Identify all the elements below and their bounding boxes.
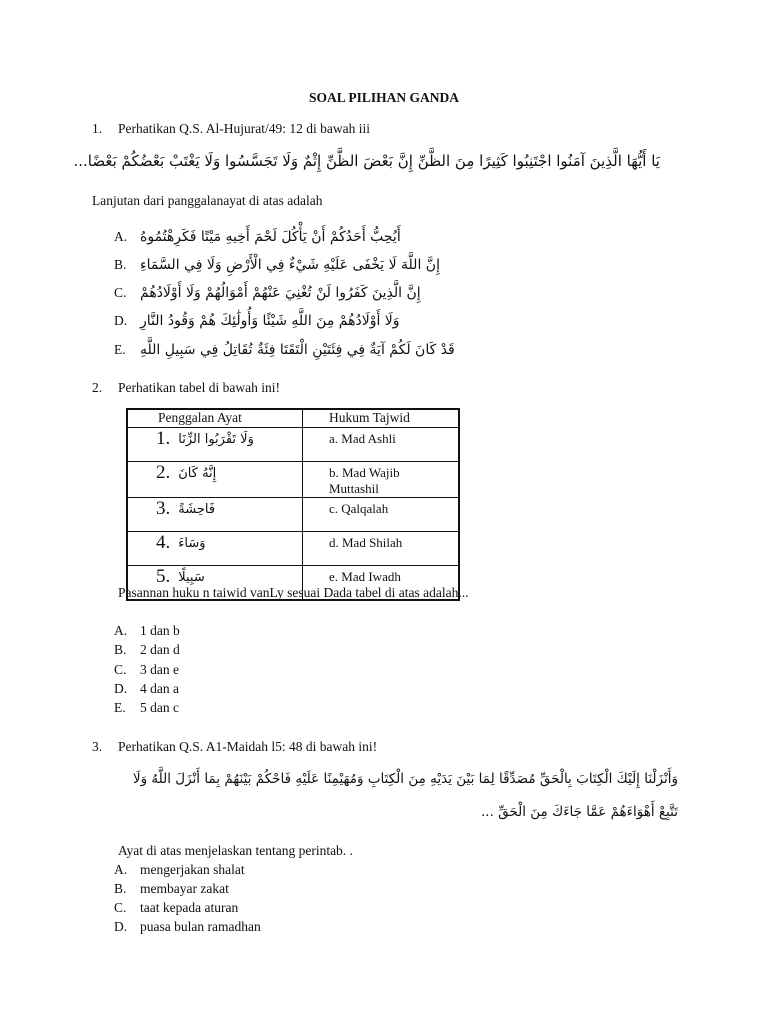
q1-option-c (114, 285, 421, 301)
option-text: 5 dan c (140, 700, 179, 715)
question-text: Perhatikan Q.S. A1-Maidah l5: 48 di bawah ini! (118, 739, 378, 754)
row-ayat: إِنَّهُ كَانَ (178, 465, 217, 481)
table-header-ayat: Penggalan Ayat (127, 409, 303, 428)
option-letter: A. (114, 229, 128, 244)
question-number: 1. (92, 121, 103, 136)
q3-verse-line-1: وَأَنْزَلْنَا إِلَيْكَ الْكِتَابَ بِالْحَقِّ مُصَدِّقًا لِمَا بَيْنَ يَدَيْهِ مِنَ الْكِتَابِ وَمُهَيْمِنًا عَلَيْهِ فَاحْكُمْ بَيْنَهُمْ بِمَا أَنْزَلَ اللَّهُ وَلَا (132, 771, 678, 787)
q2-prompt: Pasannan huku n taiwid vanLy sesuai Dada tabel di atas adalah... (118, 585, 469, 600)
q3-option-b (114, 881, 229, 897)
option-text: قَدْ كَانَ لَكُمْ آيَةٌ فِي فِئَتَيْنِ الْتَقَتَا فِئَةٌ تُقَاتِلُ فِي سَبِيلِ اللَّهِ (140, 342, 455, 358)
table-header-row (127, 409, 459, 428)
table-row (127, 532, 459, 566)
option-text: puasa bulan ramadhan (140, 919, 261, 934)
q1-prompt: Lanjutan dari panggalanayat di atas adalah (92, 193, 323, 208)
option-text: 1 dan b (140, 623, 180, 638)
row-hukum: a. Mad Ashli (303, 428, 460, 462)
row-number: 3. (156, 498, 171, 519)
option-letter: C. (114, 285, 127, 300)
q2-option-c (114, 662, 179, 678)
option-text: وَلَا أَوْلَادُهُمْ مِنَ اللَّهِ شَيْئًا وَأُولَٰئِكَ هُمْ وَقُودُ النَّارِ (140, 313, 400, 329)
row-number: 4. (156, 532, 171, 553)
option-letter: E. (114, 700, 126, 715)
row-number: 5. (156, 566, 171, 587)
question-1 (92, 121, 370, 137)
question-number: 3. (92, 739, 103, 754)
option-letter: B. (114, 881, 127, 896)
q2-option-e (114, 700, 179, 716)
option-text: taat kepada aturan (140, 900, 239, 915)
row-ayat: سَبِيلًا (178, 569, 205, 585)
row-ayat: فَاحِشَةً (178, 501, 216, 517)
option-letter: D. (114, 313, 128, 328)
option-text: 4 dan a (140, 681, 179, 696)
page-title: SOAL PILIHAN GANDA (308, 90, 460, 105)
q1-option-e (114, 342, 455, 358)
question-text: Perhatikan Q.S. Al-Hujurat/49: 12 di bawah iii (118, 121, 370, 136)
option-text: membayar zakat (140, 881, 229, 896)
option-text: 2 dan d (140, 642, 180, 657)
option-letter: C. (114, 662, 127, 677)
q1-verse: يَا أَيُّهَا الَّذِينَ آمَنُوا اجْتَنِبُوا كَثِيرًا مِنَ الظَّنِّ إِنَّ بَعْضَ الظَّنِّ إِثْمٌ وَلَا تَجَسَّسُوا وَلَا يَغْتَبْ بَعْضُكُمْ بَعْضًا... (73, 152, 660, 170)
option-letter: C. (114, 900, 127, 915)
option-text: 3 dan e (140, 662, 179, 677)
table-row (127, 462, 459, 498)
option-letter: A. (114, 862, 128, 877)
option-letter: D. (114, 919, 128, 934)
option-letter: B. (114, 642, 127, 657)
table-row (127, 498, 459, 532)
q2-option-d (114, 681, 179, 697)
option-letter: B. (114, 257, 127, 272)
row-number: 1. (156, 428, 171, 449)
row-hukum: b. Mad Wajib Muttashil (303, 462, 460, 498)
option-letter: D. (114, 681, 128, 696)
q2-option-a (114, 623, 180, 639)
table-row (127, 428, 459, 462)
q1-option-a (114, 229, 401, 245)
row-number: 2. (156, 462, 171, 483)
option-text: إِنَّ اللَّهَ لَا يَخْفَى عَلَيْهِ شَيْءٌ فِي الْأَرْضِ وَلَا فِي السَّمَاءِ (140, 257, 440, 273)
option-text: إِنَّ الَّذِينَ كَفَرُوا لَنْ تُغْنِيَ عَنْهُمْ أَمْوَالُهُمْ وَلَا أَوْلَادُهُمْ (140, 285, 421, 301)
q3-option-a (114, 862, 245, 878)
q1-option-b (114, 257, 440, 273)
q2-option-b (114, 642, 180, 658)
row-ayat: وَلَا تَقْرَبُوا الزِّنَا (178, 431, 254, 447)
q3-prompt: Ayat di atas menjelaskan tentang perintab. . (118, 843, 353, 858)
q1-option-d (114, 313, 400, 329)
q3-option-c (114, 900, 238, 916)
row-hukum: c. Qalqalah (303, 498, 460, 532)
question-text: Perhatikan tabel di bawah ini! (118, 380, 280, 395)
q3-option-d (114, 919, 261, 935)
tajwid-table (126, 408, 460, 601)
table-header-hukum: Hukum Tajwid (303, 409, 460, 428)
row-hukum: d. Mad Shilah (303, 532, 460, 566)
option-text: mengerjakan shalat (140, 862, 245, 877)
row-hukum: e. Mad Iwadh (303, 566, 460, 601)
row-ayat: وَسَاءَ (178, 535, 206, 551)
q3-verse-line-2: تَتَّبِعْ أَهْوَاءَهُمْ عَمَّا جَاءَكَ مِنَ الْحَقِّ ... (480, 804, 678, 820)
option-letter: A. (114, 623, 128, 638)
option-text: أَيُحِبُّ أَحَدُكُمْ أَنْ يَأْكُلَ لَحْمَ أَخِيهِ مَيْتًا فَكَرِهْتُمُوهُ (140, 229, 401, 245)
option-letter: E. (114, 342, 126, 357)
question-number: 2. (92, 380, 103, 395)
question-3 (92, 739, 377, 755)
question-2 (92, 380, 280, 396)
